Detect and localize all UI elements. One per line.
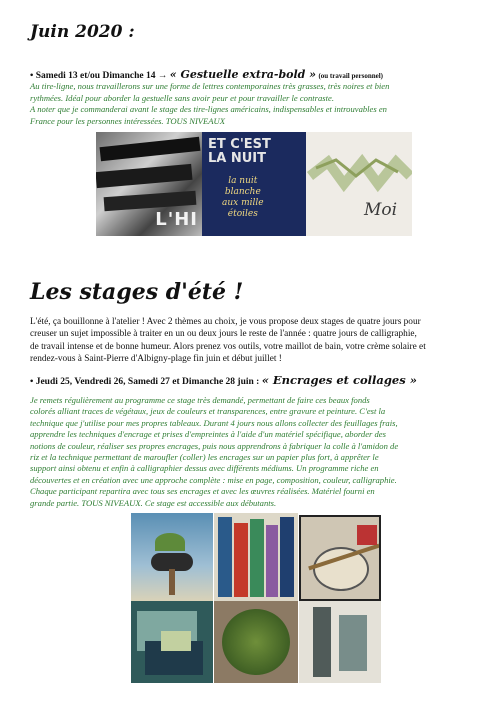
event-title: « Gestuelle extra-bold » [169, 68, 317, 81]
desc-line: A noter que je commanderai avant le stage des tire-lignes américains, indispensables et introuvables en [30, 104, 387, 115]
event-note: (ou travail personnel) [318, 72, 383, 80]
image-text: ET C'EST [208, 137, 271, 152]
et-cest-la-nuit-image [202, 132, 306, 236]
desc-line: colorés alliant traces de végétaux, jeux de couleurs et transparences, entre gravure et peinture. C'est la [30, 406, 386, 417]
intro-line: creuser un sujet impossible à traiter en un ou deux jours le reste de l'année : quatre jours de calligraphie, [30, 329, 417, 340]
green-brush-moi-image [306, 132, 412, 236]
desc-line: grande partie. TOUS NIVEAUX. Ce stage est accessible aux débutants. [30, 497, 277, 508]
image-text: la nuit [228, 176, 258, 186]
june-heading: Juin 2020 : [30, 22, 135, 42]
image-text: L'HI [155, 209, 198, 230]
event-date: • Jeudi 25, Vendredi 26, Samedi 27 et Dimanche 28 juin : [30, 377, 260, 387]
foliage-bowl-image [214, 601, 298, 683]
desc-line: apprendre les techniques d'encrage et prises d'empreintes à l'aide d'un matériel spécifique, aborder des [30, 429, 386, 440]
event-title: « Encrages et collages » [261, 373, 417, 387]
ink-print-image [299, 601, 381, 683]
desc-line: Je remets régulièrement au programme ce stage très demandé, permettant de faire ces beaux fonds [30, 395, 370, 405]
desc-line: support ainsi obtenu et enfin à calligraphier dessus avec différents médiums. Un programme riche en [30, 463, 379, 474]
green-collage-image [131, 601, 213, 683]
event-line-encrages [30, 373, 417, 387]
event-line-gestuelle [30, 68, 383, 81]
desc-line: France pour les personnes intéressées. TOUS NIVEAUX [30, 115, 226, 126]
desc-line: rythmées. Idéal pour aborder la gestuelle sans avoir peur et pour travailler le contraste. [30, 92, 334, 103]
image-text: aux mille [222, 198, 264, 208]
intro-line: de travail intense et de bonne humeur. Alors prenez vos outils, votre maillot de bain, votre crème solaire et [30, 341, 426, 352]
image-text: étoiles [227, 209, 258, 219]
desc-line: technique que j'utilise pour mes propres tableaux. Durant 4 jours nous allons collecter des feuillages frais, [30, 417, 398, 428]
desc-line: riz et la technique permettant de maroufler (coller) les encrages sur un papier plus fort, à apprêter le [30, 452, 379, 463]
workshop-roller-image [131, 513, 213, 601]
desc-line: Au tire-ligne, nous travaillerons sur une forme de lettres contemporaines très grasses, très noires et bien [30, 81, 390, 91]
intro-line: L'été, ça bouillonne à l'atelier ! Avec 2 thèmes au choix, je vous propose deux stages de quatre jours pour [30, 317, 421, 327]
event-date: • Samedi 13 et/ou Dimanche 14 → [30, 71, 168, 81]
calligraphy-black-letters-image [96, 132, 202, 236]
ink-brush-bowl-image [299, 515, 381, 601]
summer-heading: Les stages d'été ! [30, 279, 244, 305]
summer-intro [30, 316, 426, 366]
desc-line: Chaque participant repartira avec tous ses encrages et avec les œuvres réalisées. Matériel fourni en [30, 486, 375, 497]
encrages-description [30, 395, 398, 509]
desc-line: découvertes et en création avec une approche complète : mise en page, composition, couleur, calligraphie. [30, 474, 397, 485]
intro-line: rendez-vous à Saint-Pierre d'Albigny-plage fin juin et début juillet ! [30, 354, 282, 365]
image-text: blanche [224, 187, 261, 197]
gestuelle-description [30, 81, 389, 127]
colored-strips-image [214, 513, 298, 601]
image-text: LA NUIT [208, 151, 267, 166]
desc-line: notions de couleur, réaliser ses propres encrages, puis nous apprendrons à fabriquer la colle à l'amidon de [30, 440, 399, 451]
image-text: Moi [364, 200, 398, 220]
